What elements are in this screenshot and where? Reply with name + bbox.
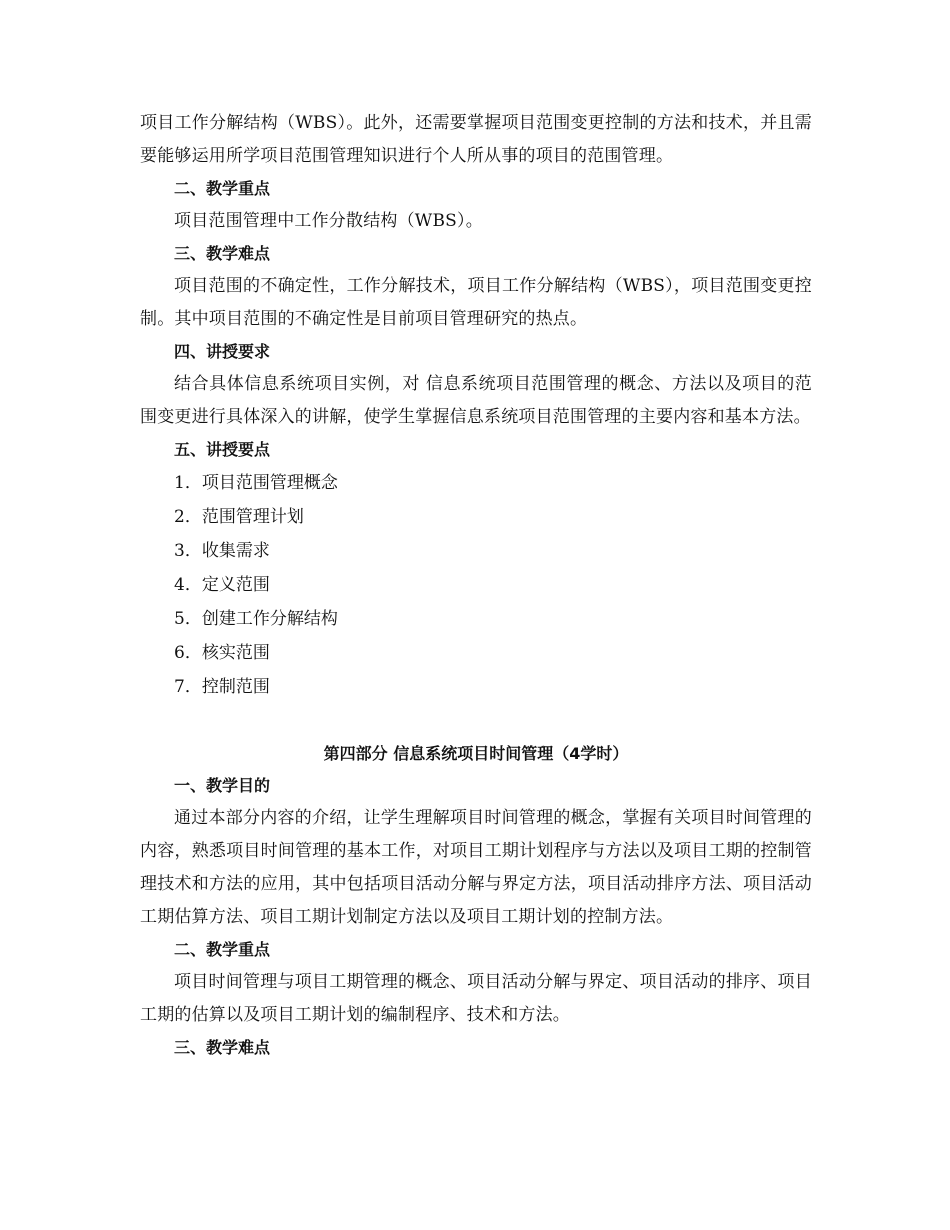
list-item: 4．定义范围 xyxy=(174,575,270,595)
heading-difficulties-4: 三、教学难点 xyxy=(174,1038,271,1057)
lecture-points-list xyxy=(140,466,812,704)
paragraph-requirements: 结合具体信息系统项目实例，对 信息系统项目范围管理的概念、方法以及项目的范围变更进行具体深入的讲解，使学生掌握信息系统项目范围管理的主要内容和基本方法。 xyxy=(140,374,812,427)
list-item: 1．项目范围管理概念 xyxy=(174,473,338,493)
paragraph-key-points: 项目范围管理中工作分散结构（WBS）。 xyxy=(174,211,483,231)
list-item: 5．创建工作分解结构 xyxy=(174,609,338,629)
paragraph-intro-continuation: 项目工作分解结构（WBS）。此外，还需要掌握项目范围变更控制的方法和技术，并且需要能够运用所学项目范围管理知识进行个人所从事的项目的范围管理。 xyxy=(140,113,812,166)
paragraph-objectives: 通过本部分内容的介绍，让学生理解项目时间管理的概念，掌握有关项目时间管理的内容，熟悉项目时间管理的基本工作，对项目工期计划程序与方法以及项目工期的控制管理技术和方法的应用，其中包括项目活动分解与界定方法，项目活动排序方法、项目活动工期估算方法、项目工期计划制定方法以及项目工期计划的控制方法。 xyxy=(140,808,812,927)
list-item: 3．收集需求 xyxy=(174,541,270,561)
heading-requirements: 四、讲授要求 xyxy=(174,342,271,361)
heading-key-points: 二、教学重点 xyxy=(174,179,271,198)
part-four-title: 第四部分 信息系统项目时间管理（4学时） xyxy=(323,744,629,763)
heading-difficulties: 三、教学难点 xyxy=(174,244,271,263)
heading-objectives: 一、教学目的 xyxy=(174,776,271,795)
list-item: 6．核实范围 xyxy=(174,643,270,663)
list-item: 2．范围管理计划 xyxy=(174,507,304,527)
paragraph-difficulties: 项目范围的不确定性，工作分解技术，项目工作分解结构（WBS），项目范围变更控制。其中项目范围的不确定性是目前项目管理研究的热点。 xyxy=(140,276,812,329)
paragraph-key-points-4: 项目时间管理与项目工期管理的概念、项目活动分解与界定、项目活动的排序、项目工期的估算以及项目工期计划的编制程序、技术和方法。 xyxy=(140,972,812,1025)
heading-lecture-points: 五、讲授要点 xyxy=(174,440,271,459)
document-page xyxy=(140,107,812,1064)
list-item: 7．控制范围 xyxy=(174,677,270,697)
heading-key-points-4: 二、教学重点 xyxy=(174,940,271,959)
